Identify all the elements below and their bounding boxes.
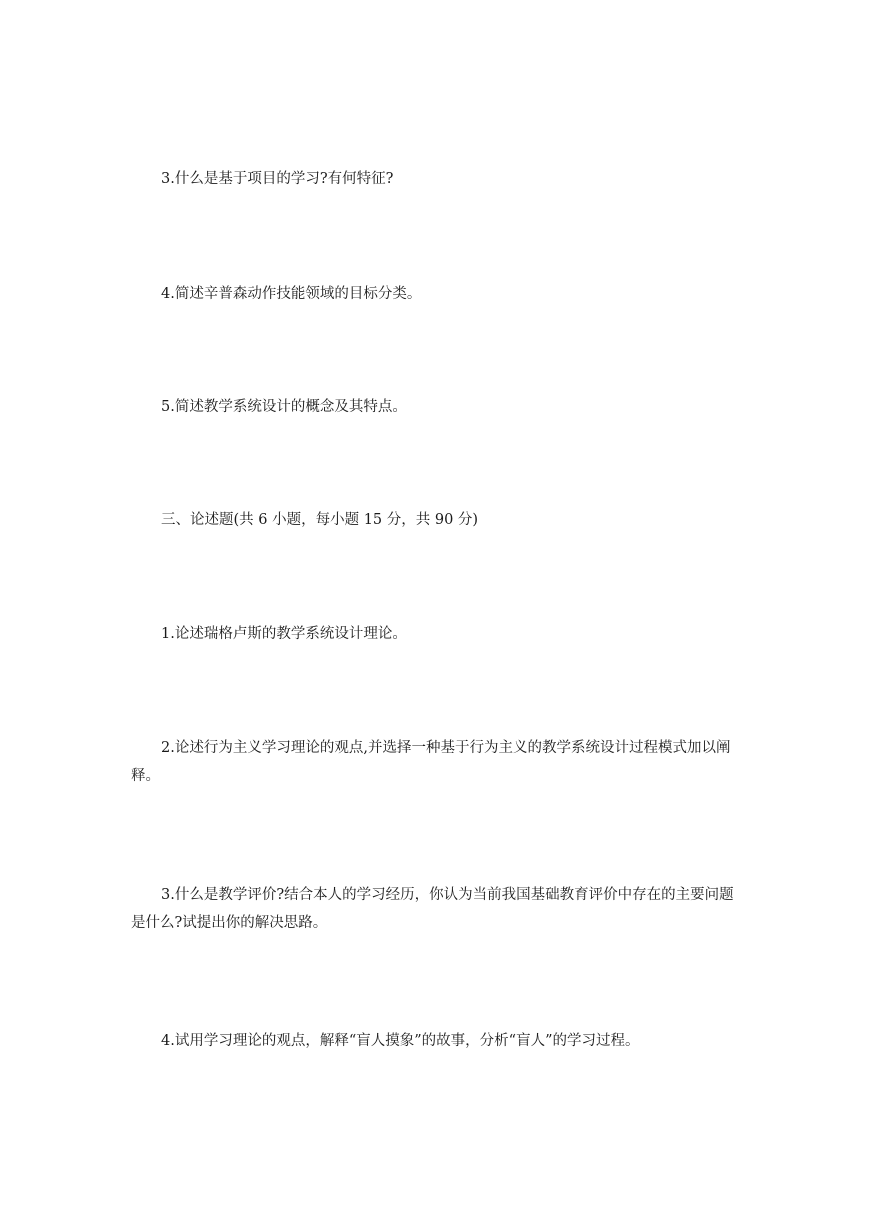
question-essay-4: 4.试用学习理论的观点，解释“盲人摸象”的故事，分析“盲人”的学习过程。 — [161, 1033, 640, 1049]
question-essay-3: 3.什么是教学评价?结合本人的学习经历，你认为当前我国基础教育评价中存在的主要问题是什么?试提出你的解决思路。 — [131, 887, 734, 931]
question-short-3: 3.什么是基于项目的学习?有何特征? — [161, 171, 394, 187]
question-short-5: 5.简述教学系统设计的概念及其特点。 — [161, 399, 407, 415]
question-essay-2: 2.论述行为主义学习理论的观点,并选择一种基于行为主义的教学系统设计过程模式加以阐释。 — [131, 740, 731, 784]
section-heading-essay: 三、论述题(共 6 小题，每小题 15 分，共 90 分) — [161, 512, 479, 528]
question-short-4: 4.简述辛普森动作技能领域的目标分类。 — [161, 286, 422, 302]
question-essay-1: 1.论述瑞格卢斯的教学系统设计理论。 — [161, 626, 407, 642]
